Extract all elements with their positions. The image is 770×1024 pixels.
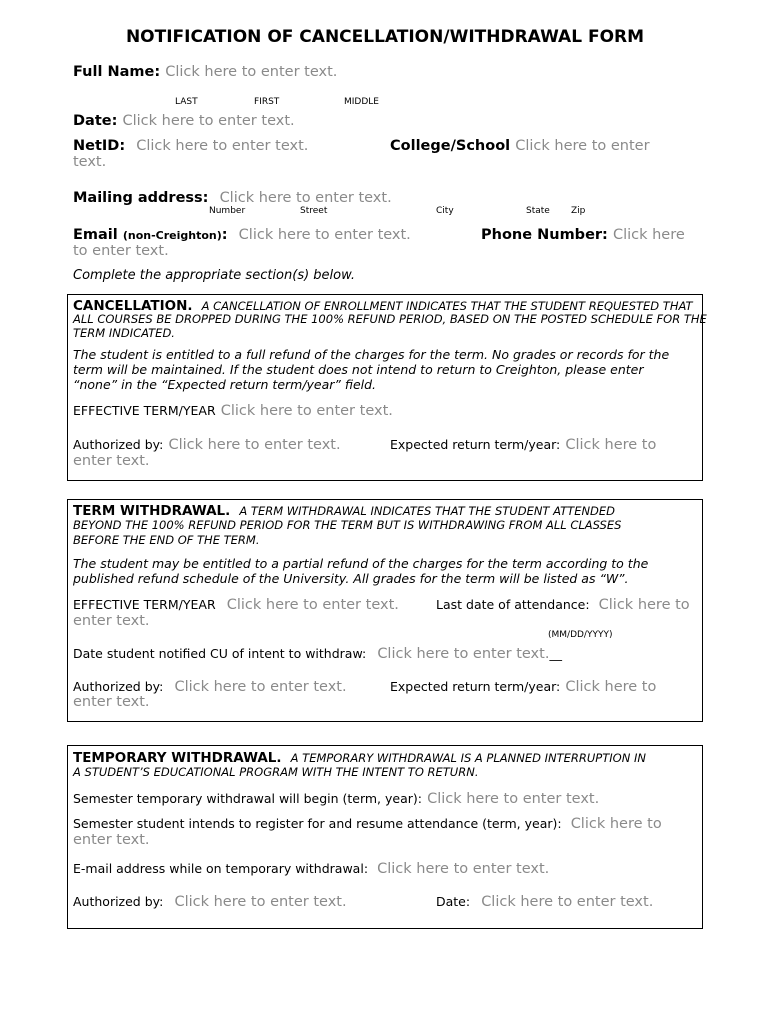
name-hint-last: LAST xyxy=(175,97,198,107)
term-last-date-field-continued[interactable]: enter text. xyxy=(73,613,150,629)
college-label: College/School xyxy=(390,138,511,154)
temp-resume-label: Semester student intends to register for and resume attendance (term, year): xyxy=(73,816,562,831)
cancellation-authorized-row xyxy=(73,434,341,453)
term-body-2: published refund schedule of the University. All grades for the term will be listed as “W”. xyxy=(73,571,629,586)
temp-authorized-row xyxy=(73,891,347,910)
netid-label: NetID: xyxy=(73,138,126,154)
mailing-label: Mailing address: xyxy=(73,190,209,206)
page-title: NOTIFICATION OF CANCELLATION/WITHDRAWAL FORM xyxy=(125,27,645,47)
email-row xyxy=(73,224,411,243)
cancellation-desc-3: TERM INDICATED. xyxy=(73,326,175,340)
term-body-1: The student may be entitled to a partial refund of the charges for the term according to the xyxy=(73,556,649,571)
email-label: Email xyxy=(73,227,118,243)
term-notified-row xyxy=(73,643,562,662)
full-name-field[interactable]: Click here to enter text. xyxy=(165,64,338,80)
cancellation-expected-field-continued[interactable]: enter text. xyxy=(73,453,150,469)
mailing-field[interactable]: Click here to enter text. xyxy=(219,190,392,206)
cancellation-heading: CANCELLATION. xyxy=(73,298,193,314)
term-authorized-label: Authorized by: xyxy=(73,679,164,694)
temp-authorized-label: Authorized by: xyxy=(73,894,164,909)
term-last-date-row xyxy=(436,594,690,613)
term-date-format-hint: (MM/DD/YYYY) xyxy=(548,630,613,640)
address-hint-state: State xyxy=(526,206,550,216)
phone-label: Phone Number: xyxy=(481,227,608,243)
full-name-row xyxy=(73,61,337,80)
term-effective-label: EFFECTIVE TERM/YEAR xyxy=(73,597,216,612)
netid-row xyxy=(73,135,308,154)
cancellation-expected-field[interactable]: Click here to xyxy=(565,437,657,453)
temp-resume-field[interactable]: Click here to xyxy=(570,816,662,832)
temp-heading-line xyxy=(73,749,646,766)
term-last-date-label: Last date of attendance: xyxy=(436,597,590,612)
term-desc-2: BEYOND THE 100% REFUND PERIOD FOR THE TERM BUT IS WITHDRAWING FROM ALL CLASSES xyxy=(73,518,622,532)
college-row xyxy=(390,135,650,154)
address-hint-zip: Zip xyxy=(571,206,586,216)
cancellation-effective-field[interactable]: Click here to enter text. xyxy=(220,403,393,419)
name-hint-middle: MIDDLE xyxy=(344,97,379,107)
temp-begin-label: Semester temporary withdrawal will begin (term, year): xyxy=(73,791,422,806)
phone-row xyxy=(481,224,685,243)
term-notified-field[interactable]: Click here to enter text. xyxy=(377,646,550,662)
temp-begin-field[interactable]: Click here to enter text. xyxy=(427,791,600,807)
term-expected-row xyxy=(390,676,656,695)
address-hint-city: City xyxy=(436,206,454,216)
cancellation-effective-label: EFFECTIVE TERM/YEAR xyxy=(73,403,216,418)
email-note: (non-Creighton) xyxy=(122,229,222,242)
temp-resume-row xyxy=(73,813,662,832)
cancellation-desc-1: A CANCELLATION OF ENROLLMENT INDICATES THAT THE STUDENT REQUESTED THAT xyxy=(201,299,693,313)
term-effective-row xyxy=(73,594,399,613)
netid-field[interactable]: Click here to enter text. xyxy=(136,138,309,154)
term-expected-label: Expected return term/year: xyxy=(390,679,561,694)
mailing-row xyxy=(73,187,392,206)
temp-email-row xyxy=(73,858,549,877)
term-desc-3: BEFORE THE END OF THE TERM. xyxy=(73,533,260,547)
name-hint-first: FIRST xyxy=(254,97,280,107)
term-notified-underline: __ xyxy=(549,646,562,661)
temp-heading: TEMPORARY WITHDRAWAL. xyxy=(73,750,282,766)
term-expected-field[interactable]: Click here to xyxy=(565,679,657,695)
date-field[interactable]: Click here to enter text. xyxy=(122,113,295,129)
temp-desc-1: A TEMPORARY WITHDRAWAL IS A PLANNED INTERRUPTION IN xyxy=(290,751,646,765)
temp-date-field[interactable]: Click here to enter text. xyxy=(481,894,654,910)
address-hint-number: Number xyxy=(209,206,246,216)
cancellation-desc-2: ALL COURSES BE DROPPED DURING THE 100% REFUND PERIOD, BASED ON THE POSTED SCHEDULE FOR THE xyxy=(73,312,707,326)
full-name-label: Full Name: xyxy=(73,64,161,80)
temp-desc-2: A STUDENT’S EDUCATIONAL PROGRAM WITH THE INTENT TO RETURN. xyxy=(73,765,479,779)
cancellation-authorized-field[interactable]: Click here to enter text. xyxy=(168,437,341,453)
college-field[interactable]: Click here to enter xyxy=(515,138,650,154)
cancellation-body-3: “none” in the “Expected return term/year” field. xyxy=(73,377,377,392)
temp-resume-field-continued[interactable]: enter text. xyxy=(73,832,150,848)
term-desc-1: A TERM WITHDRAWAL INDICATES THAT THE STUDENT ATTENDED xyxy=(239,504,616,518)
temp-authorized-field[interactable]: Click here to enter text. xyxy=(174,894,347,910)
cancellation-body-1: The student is entitled to a full refund of the charges for the term. No grades or records for the xyxy=(73,347,670,362)
phone-field[interactable]: Click here xyxy=(612,227,685,243)
cancellation-expected-label: Expected return term/year: xyxy=(390,437,561,452)
term-authorized-field[interactable]: Click here to enter text. xyxy=(174,679,347,695)
temp-date-label: Date: xyxy=(436,894,471,909)
temp-begin-row xyxy=(73,788,599,807)
phone-field-continued[interactable]: to enter text. xyxy=(73,243,169,259)
email-colon: : xyxy=(221,227,228,243)
instruction-text: Complete the appropriate section(s) below. xyxy=(73,268,356,283)
cancellation-expected-row xyxy=(390,434,656,453)
cancellation-authorized-label: Authorized by: xyxy=(73,437,164,452)
temp-date-row xyxy=(436,891,653,910)
address-hint-street: Street xyxy=(300,206,328,216)
cancellation-effective-row xyxy=(73,400,393,419)
temp-email-label: E-mail address while on temporary withdrawal: xyxy=(73,861,369,876)
term-heading-line xyxy=(73,502,615,519)
term-heading: TERM WITHDRAWAL. xyxy=(73,503,231,519)
college-field-continued[interactable]: text. xyxy=(73,154,107,170)
term-authorized-row xyxy=(73,676,347,695)
cancellation-body-2: term will be maintained. If the student does not intend to return to Creighton, please enter xyxy=(73,362,644,377)
term-last-date-field[interactable]: Click here to xyxy=(598,597,690,613)
date-label: Date: xyxy=(73,113,118,129)
term-expected-field-continued[interactable]: enter text. xyxy=(73,694,150,710)
term-notified-label: Date student notified CU of intent to withdraw: xyxy=(73,646,367,661)
temp-email-field[interactable]: Click here to enter text. xyxy=(377,861,550,877)
email-field[interactable]: Click here to enter text. xyxy=(238,227,411,243)
term-effective-field[interactable]: Click here to enter text. xyxy=(226,597,399,613)
date-row xyxy=(73,110,295,129)
